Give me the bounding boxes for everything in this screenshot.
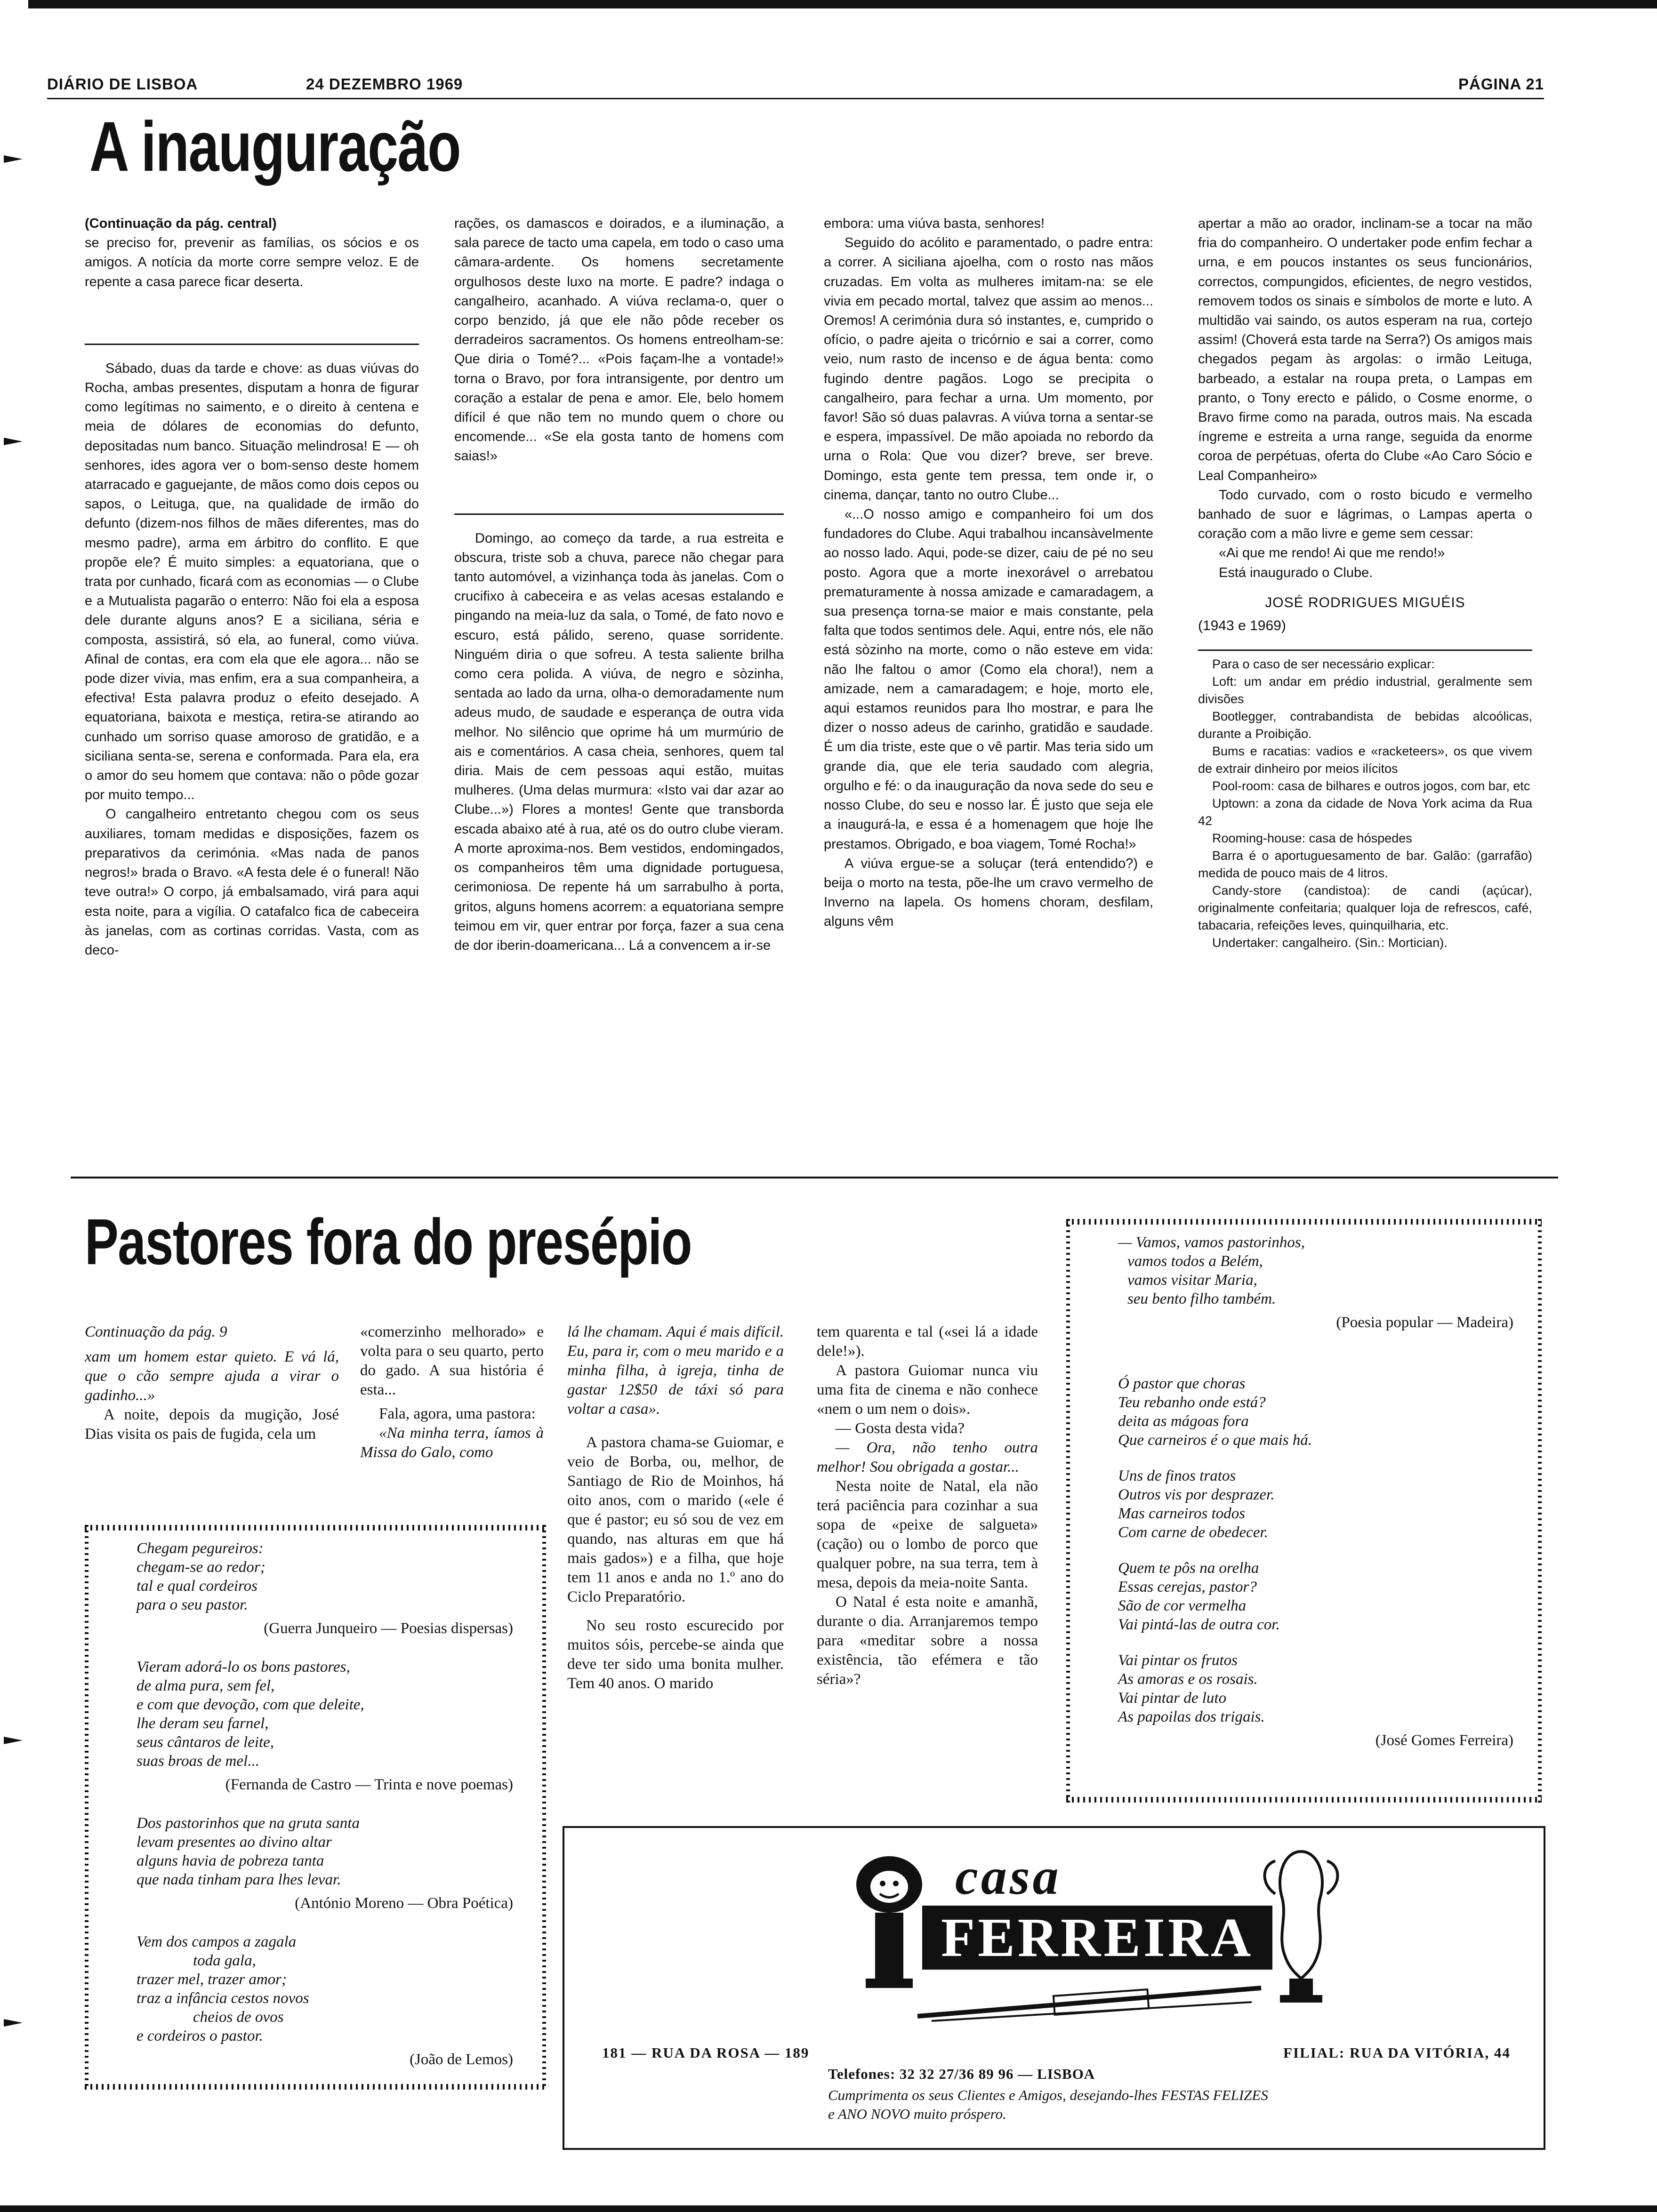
paragraph: Domingo, ao começo da tarde, a rua estreita e obscura, triste sob a chuva, parece não chegar para tanto automóvel, a vizinhança toda às janelas. Com o crucifixo à cabeceira e as velas acesas estalando e pingando na meia-luz da sala, o Tomé, de fato novo e escuro, está pálido, sereno, quase sorridente. Ninguém diria o que sofreu. A testa saliente brilha como cera polida. A viúva, de negro e sòzinha, sentada ao lado da urna, olha-o demoradamente num adeus mudo, de saudade e esperança de outra vida melhor. No silêncio que oprime há um murmúrio de ais e comentários. A casa cheia, senhores, quem tal diria. Mais de cem pessoas aqui estão, muitas mulheres. (Uma delas murmura: «Isto vai dar azar ao Clube...») Flores a montes! Gente que transborda escada abaixo até à rua, até os do outro clube vieram. A morte aproxima-nos. Bem vestidos, endomingados, os companheiros têm uma dignidade portuguesa, cerimoniosa. De repente há um sarrabulho à porta, gritos, alguns homens acorrem: a equatoriana sempre teimou em vir, quer entrar por força, fazer a sua cena de dor iberin-doamericana... Lá a convencem a ir-se <box>454 530 784 953</box>
paragraph: Nesta noite de Natal, ela não terá paciência para cozinhar a sua sopa de «peixe de salgueta» (cação) ou o lombo de porco que qualquer pobre, na sua terra, tem à mesa, depois da meia-noite Santa. <box>817 1478 1038 1591</box>
poem-line: Dos pastorinhos que na gruta santa <box>137 1815 360 1832</box>
story-divider <box>71 1177 1558 1178</box>
newspaper-name: DIÁRIO DE LISBOA <box>47 75 198 93</box>
poem-line: seu bento filho também. <box>1127 1290 1276 1307</box>
paragraph: No seu rosto escurecido por muitos sóis, percebe-se ainda que deve ter sido uma bonita mulher. Tem 40 anos. O marido <box>567 1617 784 1692</box>
continuation-note: (Continuação da pág. central) <box>85 216 277 231</box>
poem-attribution: (João de Lemos) <box>410 2051 513 2068</box>
glossary-item: Barra é o aportuguesamento de bar. Galão: (garrafão) medida de pouco mais de 4 litros. <box>1198 849 1532 881</box>
article-column-1 <box>85 214 419 960</box>
poem-line: vamos todos a Belém, <box>1127 1253 1263 1270</box>
poem <box>137 1539 513 1638</box>
article-column-2 <box>454 214 784 955</box>
box-border-bottom <box>1066 1797 1542 1803</box>
poem-line: Essas cerejas, pastor? <box>1118 1579 1257 1595</box>
poem-line: cheios de ovos <box>193 2009 284 2026</box>
glossary-item: Uptown: a zona da cidade de Nova York acima da Rua 42 <box>1198 796 1532 828</box>
paragraph: O Natal é esta noite e amanhã, durante o dia. Arranjaremos tempo para «meditar sobre a nossa existência, tão efémera e tão séria»? <box>817 1594 1038 1688</box>
masthead <box>47 75 1544 93</box>
poem-line: Com carne de obedecer. <box>1118 1524 1268 1541</box>
paragraph: «Na minha terra, íamos à Missa do Galo, como <box>360 1425 544 1461</box>
section-divider <box>1198 649 1532 651</box>
poem-line: lhe deram seu farnel, <box>137 1715 269 1732</box>
greeting-line: Cumprimenta os seus Clientes e Amigos, desejando-lhes FESTAS FELIZES <box>828 2087 1268 2103</box>
paragraph: — Gosta desta vida? <box>836 1420 965 1437</box>
article-column-3 <box>824 214 1153 932</box>
poem-line: Chegam pegureiros: <box>137 1540 264 1557</box>
box-border-top <box>1066 1219 1542 1225</box>
margin-mark <box>4 1737 23 1744</box>
issue-date: 24 DEZEMBRO 1969 <box>306 75 463 93</box>
top-border <box>28 0 1657 8</box>
poem-line: Vai pintar de luto <box>1118 1690 1227 1707</box>
paragraph: se preciso for, prevenir as famílias, os sócios e os amigos. A notícia da morte corre sempre veloz. E de repente a casa parece ficar deserta. <box>85 235 419 289</box>
continuation-note: Continuação da pág. 9 <box>85 1323 227 1340</box>
advertisement <box>563 1826 1545 2150</box>
shop-phones: Telefones: 32 32 27/36 89 96 — LISBOA <box>828 2066 1095 2082</box>
glossary-item: Rooming-house: casa de hóspedes <box>1212 831 1412 846</box>
paragraph: Fala, agora, uma pastora: <box>379 1405 536 1422</box>
poem-line: de alma pura, sem fel, <box>137 1677 275 1694</box>
box-border-left <box>1066 1219 1070 1803</box>
poem-attribution: (Poesia popular — Madeira) <box>1336 1314 1513 1331</box>
poem <box>137 1814 513 1913</box>
poem-line: chegam-se ao redor; <box>137 1559 265 1576</box>
section-divider <box>85 344 419 345</box>
poem-attribution: (Fernanda de Castro — Trinta e nove poemas) <box>225 1776 513 1793</box>
paragraph: «comerzinho melhorado» e volta para o seu quarto, perto do gado. A sua história é esta... <box>360 1323 544 1398</box>
author-years: (1943 e 1969) <box>1198 618 1286 634</box>
box-border-right <box>542 1525 546 2090</box>
poem-line: Vieram adorá-lo os bons pastores, <box>137 1659 350 1675</box>
poem-list <box>1118 1233 1513 1770</box>
box-border-left <box>85 1525 88 2090</box>
poem-line: alguns havia de pobreza tanta <box>137 1852 324 1869</box>
poem <box>1118 1374 1513 1450</box>
paragraph: — Ora, não tenho outra melhor! Sou obrigada a gostar... <box>817 1439 1038 1475</box>
paragraph: A noite, depois da mugição, José Dias visita os pais de fugida, cela um <box>85 1406 339 1443</box>
paragraph: apertar a mão ao orador, inclinam-se a tocar na mão fria do companheiro. O undertaker pode enfim fechar a urna, e em poucos instantes os seus funcionários, correctos, compungidos, eficientes, de negro vestidos, removem todos os sinais e símbolos de morte e luto. A multidão vai saindo, os autos esperam na rua, cortejo assim! (Choverá esta tarde na Serra?) Os amigos mais chegados pegam às argolas: o irmão Leituga, barbeado, a estalar na roupa preta, o Lampas em pranto, o Tony erecto e pálido, o Cosme enorme, o Bravo firme como na parada, outros mais. Na escada íngreme e estreita a urna range, seguida da enorme coroa de perpétuas, oferta do Clube «Ao Caro Sócio e Leal Companheiro» <box>1198 216 1532 483</box>
paragraph: tem quarenta e tal («sei lá a idade dele!»). <box>817 1323 1038 1360</box>
paragraph: xam um homem estar quieto. E vá lá, que o cão sempre ajuda a virar o gadinho...» <box>85 1348 339 1404</box>
article-headline: A inauguração <box>89 107 461 186</box>
poem-line: Outros vis por desprazer. <box>1118 1486 1275 1503</box>
poem <box>137 1932 513 2069</box>
poem-line: Uns de finos tratos <box>1118 1467 1236 1484</box>
poem-line: São de cor vermelha <box>1118 1597 1247 1614</box>
paragraph: «...O nosso amigo e companheiro foi um dos fundadores do Clube. Aqui trabalhou incansàvelmente ao nosso lado. Aqui, pode-se dizer, caiu de pé no seu posto. Agora que a morte inexorável o arrebatou prematuramente à nossa amizade e camaradagem, a sua presença torna-se maior e mais constante, pela falta que todos sentimos dele. Aqui, entre nós, ele não está sòzinho na morte, como o não esteve em vida: não lhe faltou o amor (Como ela chora!), nem a amizade, nem a camaradagem; e hoje, morto ele, aqui estamos reunidos para lho mostrar, e para lhe dizer o nosso adeus de carinho, gratidão e saudade. É um dia triste, este que o vê partir. Mas teria sido um grande dia, que ele teria saudado com alegria, orgulho e fé: o da inauguração da nova sede do seu e nosso Clube, do seu e nosso lar. É justo que seja ele a inaugurá-la, e essa é a homenagem que hoje lhe prestamos. Obrigado, e boa viagem, Tomé Rocha!» <box>824 507 1153 852</box>
poem <box>1118 1233 1513 1332</box>
poem-line: deita as mágoas fora <box>1118 1413 1249 1430</box>
poem-line: Quem te pôs na orelha <box>1118 1560 1259 1577</box>
paragraph: Está inaugurado o Clube. <box>1219 565 1373 580</box>
paragraph: Sábado, duas da tarde e chove: as duas viúvas do Rocha, ambas presentes, disputam a honra de figurar como legítimas no saimento, e o direito à centena e meia de dólares de economias do defunto, depositadas num banco. Situação melindrosa! E — oh senhores, ides agora ver o bom-senso deste homem atarracado e gaguejante, de mãos como dois cepos ou sapos, o Leituga, que, na qualidade de irmão do defunto (dizem-nos filhos de mães diferentes, mas do mesmo padre), arma em árbitro do conflito. E que propõe ele? É muito simples: a equatoriana, que o trata por cunhado, ficará com as economias — o Clube e a Mutualista pagarão o enterro: Não foi ela a esposa dele durante alguns anos? E a siciliana, séria e composta, assistirá, só ela, ao funeral, como viúva. Afinal de contas, era com ela que ele agora... não se pode dizer vivia, mas enfim, era a sua companheira, a efectiva! Esta palavra produz o efeito desejado. A equatoriana, baixota e mestiça, retira-se atirando ao cunhado um sorriso quase amoroso de gratidão, e a siciliana senta-se, serena e conformada. Para ela, era o amor do seu homem que contava: não o pôde gozar por muito tempo... <box>85 361 419 803</box>
box-border-top <box>85 1525 546 1531</box>
poem-line: Mas carneiros todos <box>1118 1505 1246 1522</box>
poem-line: que nada tinham para lhes levar. <box>137 1871 341 1888</box>
branch-address: FILIAL: RUA DA VITÓRIA, 44 <box>1283 2044 1511 2061</box>
paragraph: embora: uma viúva basta, senhores! <box>824 216 1045 231</box>
page-number: PÁGINA 21 <box>1458 75 1544 93</box>
article-column-4 <box>1198 214 1532 952</box>
poem-line: suas broas de mel... <box>137 1753 259 1770</box>
poem-attribution: (José Gomes Ferreira) <box>1375 1732 1513 1749</box>
poem-line: para o seu pastor. <box>137 1596 248 1613</box>
poem-line: As papoilas dos trigais. <box>1118 1708 1265 1725</box>
paragraph: A viúva ergue-se a soluçar (terá entendido?) e beija o morto na testa, põe-lhe um cravo vermelho de Inverno na lapela. Os homens choram, desfilam, alguns vêm <box>824 856 1153 930</box>
section-divider <box>454 513 784 515</box>
glossary-item: Para o caso de ser necessário explicar: <box>1212 657 1435 672</box>
poem-line: toda gala, <box>193 1952 256 1969</box>
poem-box-left <box>85 1525 546 2090</box>
glossary-item: Loft: um andar em prédio industrial, geralmente sem divisões <box>1198 674 1532 706</box>
poem <box>137 1658 513 1794</box>
poem-line: Vai pintá-las de outra cor. <box>1118 1616 1280 1633</box>
author-signature: JOSÉ RODRIGUES MIGUÉIS <box>1265 594 1465 610</box>
poem-line: e com que devoção, com que deleite, <box>137 1696 364 1713</box>
glossary-item: Undertaker: cangalheiro. (Sin.: Mortician). <box>1212 936 1448 950</box>
glossary <box>1198 656 1532 952</box>
poem-line: — Vamos, vamos pastorinhos, <box>1118 1234 1305 1251</box>
article-headline: Pastores fora do presépio <box>85 1206 692 1278</box>
poem-box-right <box>1066 1219 1542 1803</box>
article-column-2 <box>360 1322 544 1462</box>
margin-mark <box>4 155 23 163</box>
bottom-border <box>0 2205 1657 2212</box>
poem <box>1118 1559 1513 1634</box>
poem-line: As amoras e os rosais. <box>1118 1671 1258 1688</box>
poem-list <box>137 1539 513 2089</box>
poem-line: Vem dos campos a zagala <box>137 1933 297 1950</box>
poem-line: tal e qual cordeiros <box>137 1578 257 1595</box>
article-column-1 <box>85 1322 339 1444</box>
paragraph: Seguido do acólito e paramentado, o padre entra: a correr. A siciliana ajoelha, com o rosto nas mãos cruzadas. Em volta as mulheres imitam-na: se ele vivia em pecado mortal, talvez que assim ao menos... Oremos! A cerimónia dura só instantes, e, cumprido o ofício, o padre ajeita o tricórnio e sai a correr, como veio, num rasto de incenso e de água benta: como fugindo dentre pagãos. Logo se precipita o cangalheiro, para fechar a urna. Um momento, por favor! São só duas palavras. A viúva torna a sentar-se e espera, impassível. De mão apoiada no rebordo da urna o Rola: Que vou dizer? breve, ser breve. Domingo, esta gente tem pressa, tem onde ir, o cinema, dançar, tanto no outro Clube... <box>824 235 1153 503</box>
poem-attribution: (Guerra Junqueiro — Poesias dispersas) <box>264 1620 513 1637</box>
masthead-rule <box>47 98 1544 99</box>
margin-mark <box>4 2019 23 2027</box>
poem-line: trazer mel, trazer amor; <box>137 1971 287 1988</box>
glossary-item: Bums e racatias: vadios e «racketeers», os que vivem de extrair dinheiro por meios ilícitos <box>1198 744 1532 776</box>
paragraph: Todo curvado, com o rosto bicudo e vermelho banhado de suor e lágrimas, o Lampas aperta o coração com a mão livre e geme sem cessar: <box>1198 487 1532 542</box>
poem <box>1118 1651 1513 1750</box>
poem-line: Teu rebanho onde está? <box>1118 1394 1266 1411</box>
article-column-4 <box>817 1322 1038 1689</box>
paragraph: rações, os damascos e doirados, e a iluminação, a sala parece de tacto uma capela, em todo o caso uma câmara-ardente. Os homens secretamente orgulhosos deste luxo na morte. E padre? indaga o cangalheiro, acanhado. A viúva reclama-o, quer o corpo benzido, já que ele não pôde receber os derradeiros sacramentos. Os homens entreolham-se: Que diria o Tomé?... «Pois façam-lhe a vontade!» torna o Bravo, por fora intransigente, por dentro um coração a estalar de pena e amor. Ele, belo homem difícil é que não tem no mundo quem o chore ou encomende... «Se ela gosta tanto de homens com saias!» <box>454 216 784 464</box>
paragraph: lá lhe chamam. Aqui é mais difícil. Eu, para ir, com o meu marido e a minha filha, à igreja, tinha de gastar 12$50 de táxi só para voltar a casa». <box>567 1323 784 1418</box>
brand-ferreira: FERREIRA <box>922 1906 1272 1970</box>
paragraph: A pastora Guiomar nunca viu uma fita de cinema e não conhece «nem o um nem o dois». <box>817 1362 1038 1418</box>
paragraph: «Ai que me rendo! Ai que me rendo!» <box>1219 545 1445 561</box>
poem-line: e cordeiros o pastor. <box>137 2028 263 2044</box>
poem-line: seus cântaros de leite, <box>137 1734 274 1751</box>
poem-line: Que carneiros é o que mais há. <box>1118 1432 1312 1449</box>
poem-line: vamos visitar Maria, <box>1127 1272 1257 1289</box>
article-column-3 <box>567 1322 784 1693</box>
glossary-item: Candy-store (candistoa): de candi (açúcar), originalmente confeitaria; qualquer loja de refrescos, café, tabacaria, refeições leves, quinquilharia, etc. <box>1198 883 1532 933</box>
box-border-right <box>1538 1219 1542 1803</box>
paragraph: O cangalheiro entretanto chegou com os seus auxiliares, tomam medidas e disposições, fazem os preparativos da cerimónia. «Mas nada de panos negros!» brada o Bravo. «A festa dele é o funeral! Não teve outra!» O corpo, já embalsamado, virá para aqui esta noite, para a vigília. O catafalco fica de cabeceira às janelas, com as cortinas corridas. Vasta, com as deco- <box>85 807 419 958</box>
glossary-item: Bootlegger, contrabandista de bebidas alcoólicas, durante a Proibição. <box>1198 709 1532 741</box>
poem-attribution: (António Moreno — Obra Poética) <box>295 1895 513 1912</box>
greeting-line: e ANO NOVO muito próspero. <box>828 2106 1006 2122</box>
glossary-item: Pool-room: casa de bilhares e outros jogos, com bar, etc <box>1212 779 1530 793</box>
poem-line: traz a infância cestos novos <box>137 1990 309 2007</box>
poem-line: Ó pastor que choras <box>1118 1375 1246 1392</box>
poem-line: Vai pintar os frutos <box>1118 1652 1238 1669</box>
poem <box>1118 1467 1513 1542</box>
paint-tools-icon <box>913 1979 1271 2026</box>
shop-address: 181 — RUA DA ROSA — 189 <box>602 2044 810 2061</box>
margin-mark <box>4 438 23 445</box>
poem-line: levam presentes ao divino altar <box>137 1834 332 1851</box>
paragraph: A pastora chama-se Guiomar, e veio de Borba, ou, melhor, de Santiago de Rio de Moinhos, há oito anos, com o marido («ele é que é pastor; eu só sou de vez em quando, nas alturas em que há mais gados») e a filha, que hoje tem 11 anos e anda no 1.º ano do Ciclo Preparatório. <box>567 1434 784 1605</box>
brand-casa: casa <box>955 1848 1062 1905</box>
